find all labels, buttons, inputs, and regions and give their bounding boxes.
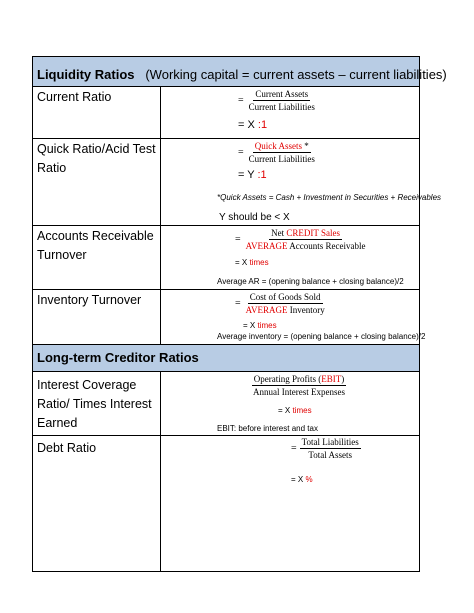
interest-coverage-numerator: Operating Profits (EBIT) [253,374,345,384]
equals-sign: = [235,234,241,245]
inventory-turnover-row [33,290,426,345]
interest-coverage-denominator: Annual Interest Expenses [253,387,345,397]
quick-ratio-result-unit: :1 [257,169,267,181]
ar-turnover-label: Accounts Receivable Turnover [33,226,161,289]
debt-ratio-result-unit: % [305,475,313,484]
interest-coverage-result-unit: times [292,406,312,415]
quick-ratio-row [33,139,442,226]
current-ratio-fraction [238,89,317,112]
ar-turnover-result: = X times [235,258,269,267]
debt-ratio-numerator: Total Liabilities [301,437,359,447]
quick-ratio-denominator: Current Liabilities [248,154,315,164]
current-ratio-label: Current Ratio [33,87,161,138]
ar-turnover-fraction [235,228,367,251]
equals-sign: = [235,298,241,309]
inventory-turnover-formula-cell [161,290,426,344]
longterm-header [33,345,419,372]
interest-coverage-formula-cell [161,372,419,435]
average-inventory-note: Average inventory = (opening balance + closing balance)/2 [217,332,426,341]
ar-turnover-row [33,226,419,290]
interest-coverage-label: Interest Coverage Ratio/ Times Interest Earned [33,372,161,435]
ar-turnover-formula-cell [161,226,419,289]
liquidity-header-text [37,67,447,82]
inventory-turnover-fraction [235,292,327,315]
inventory-turnover-denominator: AVERAGE Inventory [245,305,325,315]
longterm-title: Long-term Creditor Ratios [37,350,199,365]
quick-assets-footnote: *Quick Assets = Cash + Investment in Securities + Receivables [217,193,442,202]
interest-coverage-result: = X times [278,406,312,415]
average-ar-note: Average AR = (opening balance + closing balance)/2 [217,277,404,286]
equals-sign: = [238,95,244,106]
debt-ratio-row [33,436,419,571]
interest-coverage-row [33,372,419,436]
current-ratio-result: = X :1 [238,119,268,131]
quick-ratio-result: = Y :1 [238,169,267,181]
debt-ratio-label: Debt Ratio [33,436,161,571]
quick-ratio-formula-cell [161,139,442,225]
interest-coverage-fraction [251,374,347,397]
current-ratio-denominator: Current Liabilities [248,102,315,112]
ar-turnover-denominator: AVERAGE Accounts Receivable [245,241,366,251]
inventory-turnover-result-unit: times [257,321,277,330]
debt-ratio-result: = X % [291,475,313,484]
current-ratio-result-unit: :1 [257,119,268,131]
quick-ratio-comparison: Y should be < X [219,212,290,223]
debt-ratio-fraction [291,437,361,460]
longterm-header-text [37,350,199,365]
liquidity-header [33,57,447,87]
ebit-note: EBIT: before interest and tax [217,424,318,433]
liquidity-title: Liquidity Ratios [37,67,135,82]
ar-turnover-result-unit: times [249,258,269,267]
ar-turnover-numerator: Net CREDIT Sales [271,228,340,238]
equals-sign: = [238,147,244,158]
current-ratio-formula-cell [161,87,419,138]
inventory-turnover-numerator: Cost of Goods Sold [249,292,321,302]
quick-ratio-numerator: Quick Assets * [254,141,309,151]
current-ratio-row [33,87,419,139]
inventory-turnover-label: Inventory Turnover [33,290,161,344]
equals-sign: = [291,443,297,454]
quick-ratio-label: Quick Ratio/Acid Test Ratio [33,139,161,225]
ratios-table [32,56,447,572]
quick-ratio-fraction [238,141,317,164]
current-ratio-numerator: Current Assets [255,89,309,99]
inventory-turnover-result: = X times [243,321,277,330]
debt-ratio-formula-cell [161,436,419,571]
working-capital-note: (Working capital = current assets – current liabilities) [145,67,447,82]
debt-ratio-denominator: Total Assets [308,450,352,460]
